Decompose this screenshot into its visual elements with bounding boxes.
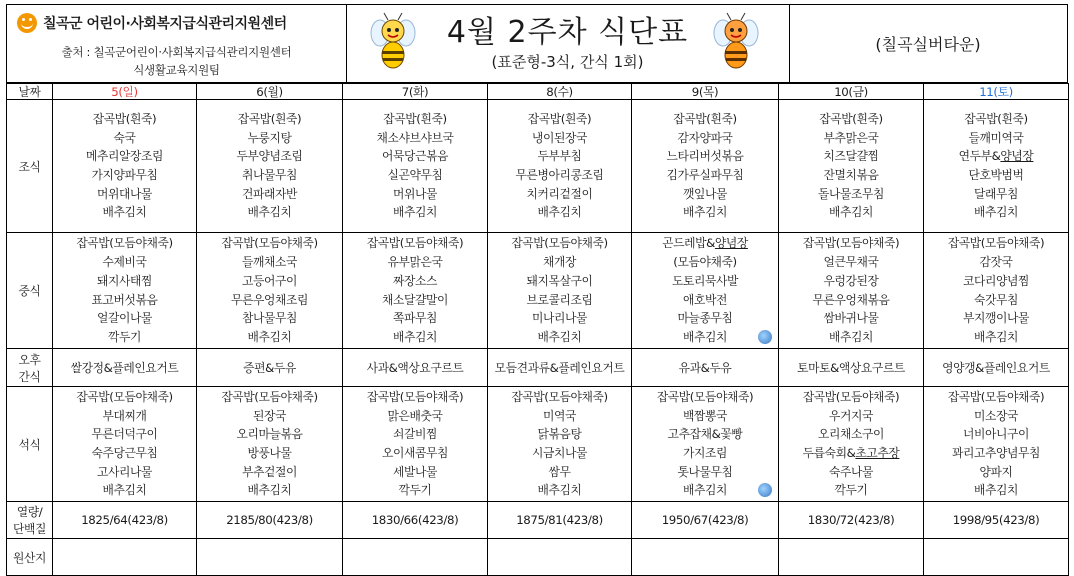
menu-item: 무른병아리콩조림 [515,168,604,182]
kcal-cell: 2185/80(423/8) [197,502,343,539]
origin-cell [488,539,632,576]
header-org-panel [7,5,347,82]
menu-items [197,234,342,347]
snack-cell: 모듬견과류&플레인요거트 [488,349,632,387]
lunch-label: 중식 [7,233,53,349]
menu-item: 잡곡밥(흰죽) [527,112,592,127]
menu-cell [924,387,1069,502]
origin-label: 원산지 [7,539,53,576]
facility-name: (칠곡실버타운) [875,35,981,54]
menu-item: 잡곡밥(흰죽) [673,112,737,127]
menu-item: 두릅숙회&초고추장 [802,446,900,460]
menu-item: 표고버섯볶음 [91,292,158,307]
kcal-row [7,502,1069,539]
menu-item: 잡곡밥(흰죽) [383,112,447,127]
origin-cell [197,539,343,576]
dinner-label: 석식 [7,387,53,502]
menu-item: 곤드레밥&양념장 [662,236,748,251]
menu-item: 채소샤브샤브국 [376,130,454,145]
menu-item: 숙주나물 [829,464,873,479]
menu-cell [53,233,197,349]
menu-item: 오이새콤무침 [382,446,448,460]
snack-cell: 쌀강정&플레인요거트 [53,349,197,387]
menu-item: 잡곡밥(모듬야채죽) [947,390,1045,405]
kcal-label-line-2: 단백질 [13,522,46,536]
menu-cell [779,387,924,502]
origin-cell [632,539,779,576]
smiley-logo-icon [17,13,37,33]
menu-items [924,388,1068,500]
kcal-cell: 1875/81(423/8) [488,502,632,539]
menu-item: 취나물무침 [242,168,297,182]
menu-item: 수제비국 [102,254,147,269]
menu-item: 잡곡밥(흰죽) [237,112,302,127]
menu-item: 깍두기 [398,483,432,498]
menu-item: 배추김치 [393,205,437,220]
menu-item: 잡곡밥(모듬야채죽) [947,236,1045,251]
menu-item: 쌈무 [548,464,571,479]
menu-item: (모듬야채죽) [673,254,737,269]
menu-items [779,234,923,347]
menu-item: 쌈바귀나물 [823,311,879,326]
menu-item: 꽈리고추양념무침 [952,446,1040,460]
menu-item: 잡곡밥(모듬야채죽) [511,236,608,251]
menu-item: 깻잎나물 [683,186,727,201]
menu-item: 브로콜리조림 [526,292,593,307]
org-name: 칠곡군 어린이·사회복지급식관리지원센터 [43,16,287,32]
menu-item: 잡곡밥(흰죽) [964,112,1028,127]
menu-item: 배추김치 [537,205,582,220]
menu-items [779,388,923,500]
menu-items [488,388,631,500]
menu-item: 잡곡밥(모듬야채죽) [221,390,318,405]
origin-cell [53,539,197,576]
menu-item: 배추김치 [974,483,1018,498]
menu-item: 돼지목살구이 [526,273,593,288]
breakfast-label: 조식 [7,100,53,233]
menu-cell [343,100,488,233]
menu-item: 백짬뽕국 [683,408,727,423]
menu-cell [779,100,924,233]
menu-items [53,388,196,500]
menu-cell [632,387,779,502]
menu-item: 시금치나물 [532,446,587,460]
menu-items [488,234,631,347]
menu-item: 된장국 [253,408,286,423]
menu-item: 잡곡밥(모듬야채죽) [656,390,754,405]
menu-item: 부추겉절이 [242,464,297,479]
menu-items [343,388,487,500]
menu-item: 배추김치 [683,483,727,498]
menu-item: 애호박전 [683,292,727,307]
origin-cell [924,539,1069,576]
menu-items [779,110,923,222]
menu-item: 배추김치 [102,483,147,498]
snack-row [7,349,1069,387]
menu-item: 톳나물무침 [677,464,733,479]
origin-cell [343,539,488,576]
menu-items [488,110,631,222]
menu-items [924,234,1068,347]
kcal-cell: 1825/64(423/8) [53,502,197,539]
menu-item: 쪽파무침 [393,311,437,326]
menu-item: 들깨미역국 [968,130,1024,145]
snack-cell: 사과&액상요구르트 [343,349,488,387]
menu-cell [632,233,779,349]
menu-item: 잡곡밥(흰죽) [92,112,157,127]
menu-item: 우렁강된장 [823,273,879,288]
menu-item: 냉이된장국 [532,130,587,145]
menu-item: 가지조림 [683,446,727,460]
menu-item: 치즈달걀찜 [823,149,879,164]
menu-item: 잡곡밥(모듬야채죽) [366,236,464,251]
menu-item: 김가루실파무침 [666,168,744,182]
menu-item: 느타리버섯볶음 [666,149,744,164]
menu-item: 배추김치 [537,483,582,498]
menu-item: 도토리묵사발 [672,273,738,288]
menu-item: 맑은배춧국 [387,408,443,423]
snack-cell: 토마토&액상요구르트 [779,349,924,387]
menu-cell [779,233,924,349]
menu-item: 치커리겉절이 [526,186,593,201]
menu-item: 미역국 [543,408,576,423]
globe-icon [758,483,772,497]
menu-item: 잡곡밥(모듬야채죽) [76,390,173,405]
menu-item: 잡곡밥(모듬야채죽) [76,236,173,251]
menu-item: 머위대나물 [97,186,152,201]
menu-item: 누룽지탕 [247,130,292,145]
page-title: 4월 2주차 식단표 [446,15,689,50]
menu-item: 배추김치 [393,330,437,345]
menu-item: 들깨채소국 [242,254,297,269]
menu-item: 배추김치 [247,330,292,345]
menu-item: 배추김치 [829,330,873,345]
menu-item: 닭볶음탕 [537,427,582,442]
menu-cell [197,100,343,233]
day-header: 11(토) [924,84,1069,100]
menu-item: 숙주당근무침 [91,446,158,460]
menu-item: 무른더덕구이 [91,427,158,442]
lunch-row [7,233,1069,349]
date-row [7,84,1069,100]
header-facility-panel [789,5,1067,82]
menu-item: 실곤약무침 [387,168,443,182]
menu-item: 숙국 [113,130,136,145]
menu-item: 배추김치 [537,330,582,345]
menu-items [343,110,487,222]
menu-item: 얼큰무채국 [823,254,879,269]
menu-item: 단호박범벅 [968,168,1024,182]
snack-label-line-2: 간식 [18,369,41,384]
menu-item: 오리마늘볶음 [236,427,303,442]
origin-cell [779,539,924,576]
menu-item: 오리채소구이 [818,427,884,442]
menu-item: 채개장 [543,254,576,269]
day-header: 6(월) [197,84,343,100]
menu-item: 마늘종무침 [677,311,733,326]
menu-item: 돼지사태찜 [97,273,152,288]
menu-item: 감자양파국 [677,130,733,145]
menu-item: 돌나물조무침 [818,186,884,201]
menu-item: 무른우엉채조림 [231,292,308,307]
snack-cell: 증편&두유 [197,349,343,387]
kcal-cell: 1830/66(423/8) [343,502,488,539]
menu-item: 잔멸치볶음 [823,168,879,182]
menu-item: 얼갈이나물 [97,311,152,326]
menu-item: 방풍나물 [247,446,292,460]
menu-items [924,110,1068,222]
menu-item: 고추잡채&꽃빵 [667,427,743,442]
source-line-1: 출처 : 칠곡군어린이·사회복지급식관리지원센터 [61,45,292,59]
menu-cell [488,100,632,233]
menu-item: 참나물무침 [242,311,297,326]
menu-item: 배추김치 [683,205,727,220]
menu-item: 고사리나물 [97,464,152,479]
menu-cell [632,100,779,233]
menu-item: 건파래자반 [242,186,297,201]
menu-item: 무른우엉채볶음 [812,292,890,307]
origin-row [7,539,1069,576]
breakfast-row [7,100,1069,233]
menu-item: 부추맑은국 [823,130,879,145]
snack-cell: 유과&두유 [632,349,779,387]
menu-item: 잡곡밥(흰죽) [819,112,883,127]
menu-item: 너비아니구이 [963,427,1029,442]
menu-items [53,234,196,347]
kcal-label-line-1: 열량/ [16,505,43,519]
menu-cell [53,100,197,233]
snack-label [7,349,53,387]
menu-item: 가지양파무침 [91,168,158,182]
menu-item: 고등어구이 [242,273,297,288]
menu-item: 메추리알장조림 [86,149,163,164]
dinner-row [7,387,1069,502]
day-header: 9(목) [632,84,779,100]
menu-cell [924,233,1069,349]
kcal-cell: 1830/72(423/8) [779,502,924,539]
menu-items [53,110,196,222]
menu-item: 잡곡밥(모듬야채죽) [802,390,900,405]
menu-items [632,110,778,222]
menu-item: 코다리양념찜 [963,273,1029,288]
menu-item: 잡곡밥(모듬야채죽) [366,390,464,405]
snack-label-line-1: 오후 [18,352,41,367]
menu-item: 배추김치 [974,205,1018,220]
menu-items [632,234,778,347]
menu-items [197,388,342,500]
org-logo-row [17,13,287,33]
snack-cell: 영양갱&플레인요거트 [924,349,1069,387]
menu-item: 머위나물 [393,186,437,201]
menu-item: 연두부&양념장 [958,149,1034,164]
menu-items [632,388,778,500]
menu-item: 미소장국 [974,408,1018,423]
menu-header [6,4,1068,83]
menu-item: 부대찌개 [102,408,147,423]
day-header: 7(화) [343,84,488,100]
menu-item: 배추김치 [102,205,147,220]
day-header: 5(일) [53,84,197,100]
day-header: 10(금) [779,84,924,100]
bee-mascot-icon [711,11,761,71]
menu-item: 잡곡밥(모듬야채죽) [511,390,608,405]
menu-item: 달래무침 [974,186,1018,201]
menu-item: 채소달걀말이 [382,292,448,307]
kcal-label [7,502,53,539]
menu-table [6,83,1069,576]
menu-item: 쇠갈비찜 [393,427,437,442]
menu-item: 양파지 [979,464,1013,479]
menu-item: 배추김치 [247,483,292,498]
menu-items [343,234,487,347]
menu-item: 짜장소스 [393,273,437,288]
menu-items [197,110,342,222]
menu-cell [197,233,343,349]
menu-item: 배추김치 [683,330,727,345]
menu-cell [53,387,197,502]
menu-cell [197,387,343,502]
menu-item: 배추김치 [247,205,292,220]
menu-cell [924,100,1069,233]
menu-item: 두부양념조림 [236,149,303,164]
menu-item: 두부부침 [537,149,582,164]
menu-item: 유부맑은국 [387,254,443,269]
header-title-panel [346,5,790,82]
menu-item: 깍두기 [834,483,868,498]
menu-item: 배추김치 [974,330,1018,345]
menu-item: 부지깽이나물 [963,311,1029,326]
kcal-cell: 1950/67(423/8) [632,502,779,539]
menu-item: 깍두기 [108,330,141,345]
menu-item: 우거지국 [829,408,873,423]
menu-cell [343,387,488,502]
menu-item: 감잣국 [979,254,1013,269]
date-label: 날짜 [7,84,53,100]
menu-cell [343,233,488,349]
globe-icon [758,330,772,344]
kcal-cell: 1998/95(423/8) [924,502,1069,539]
menu-item: 잡곡밥(모듬야채죽) [802,236,900,251]
menu-item: 세발나물 [393,464,437,479]
day-header: 8(수) [488,84,632,100]
menu-item: 배추김치 [829,205,873,220]
menu-cell [488,387,632,502]
menu-item: 숙갓무침 [974,292,1018,307]
page-subtitle: (표준형-3식, 간식 1회) [491,53,644,71]
menu-item: 미나리나물 [532,311,587,326]
menu-item: 어묵당근볶음 [382,149,448,164]
source-text [7,43,346,79]
source-line-2: 식생활교육지원팀 [133,63,220,77]
menu-cell [488,233,632,349]
menu-item: 잡곡밥(모듬야채죽) [221,236,318,251]
